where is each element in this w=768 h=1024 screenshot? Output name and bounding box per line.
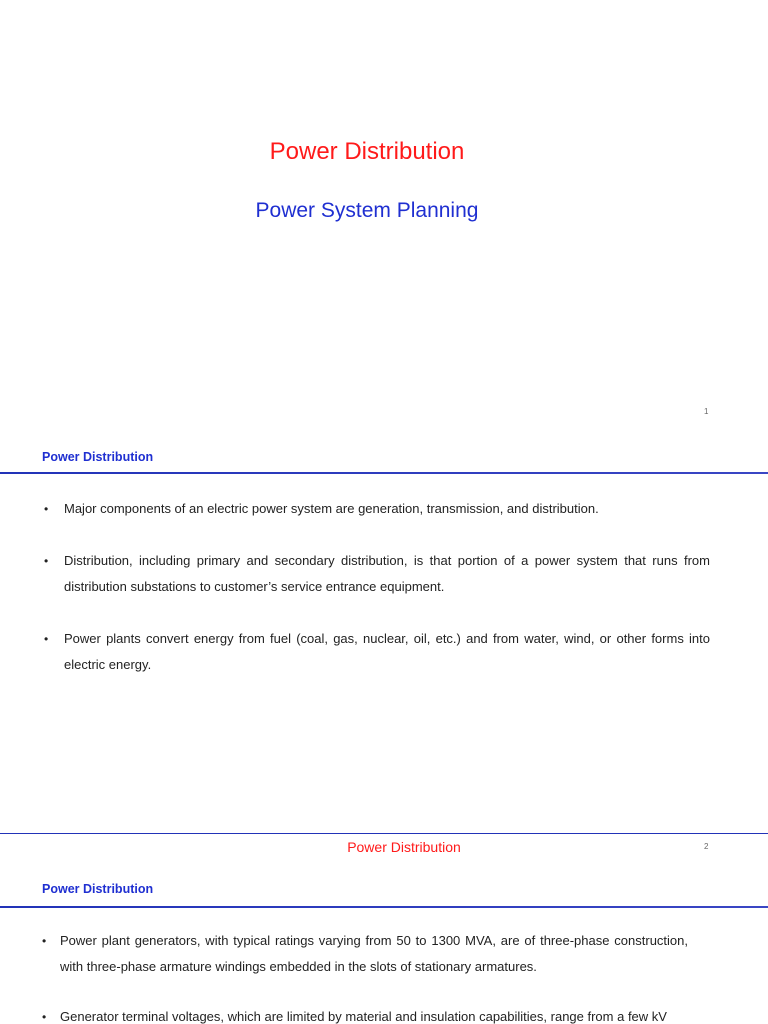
header-divider — [0, 472, 768, 474]
list-item — [42, 1004, 688, 1024]
bullet-list — [42, 928, 688, 1024]
bullet-list — [44, 496, 710, 704]
bullet-icon: • — [44, 554, 49, 568]
list-item — [44, 496, 710, 522]
slide-subtitle: Power System Planning — [255, 199, 479, 222]
page-number: 1 — [704, 407, 709, 416]
content-slide — [0, 432, 768, 834]
bullet-text: Generator terminal voltages, which are limited by material and insulation capabilities, range from a few kV — [60, 1009, 667, 1024]
bullet-icon: • — [42, 934, 47, 948]
bullet-icon: • — [44, 632, 49, 646]
slide-header: Power Distribution — [42, 450, 154, 464]
bullet-text: Power plant generators, with typical ratings varying from 50 to 1300 MVA, are of three-phase construction, with three-phase armature windings embedded in the slots of stationary armatures. — [60, 933, 688, 974]
slide-title: Power Distribution — [269, 138, 465, 165]
content-slide — [0, 834, 768, 1024]
bullet-icon: • — [44, 502, 49, 516]
list-item — [44, 548, 710, 600]
header-divider — [0, 906, 768, 908]
slide-header: Power Distribution — [42, 882, 154, 896]
list-item — [42, 928, 688, 980]
page-number: 2 — [704, 842, 709, 851]
list-item — [44, 626, 710, 678]
bullet-text: Major components of an electric power system are generation, transmission, and distribution. — [64, 501, 599, 516]
bullet-icon: • — [42, 1010, 47, 1024]
slide-footer-title: Power Distribution — [347, 839, 461, 855]
title-slide — [0, 0, 768, 432]
bullet-text: Distribution, including primary and secondary distribution, is that portion of a power system that runs from distribution substations to customer’s service entrance equipment. — [64, 553, 710, 594]
bullet-text: Power plants convert energy from fuel (coal, gas, nuclear, oil, etc.) and from water, wind, or other forms into electric energy. — [64, 631, 710, 672]
